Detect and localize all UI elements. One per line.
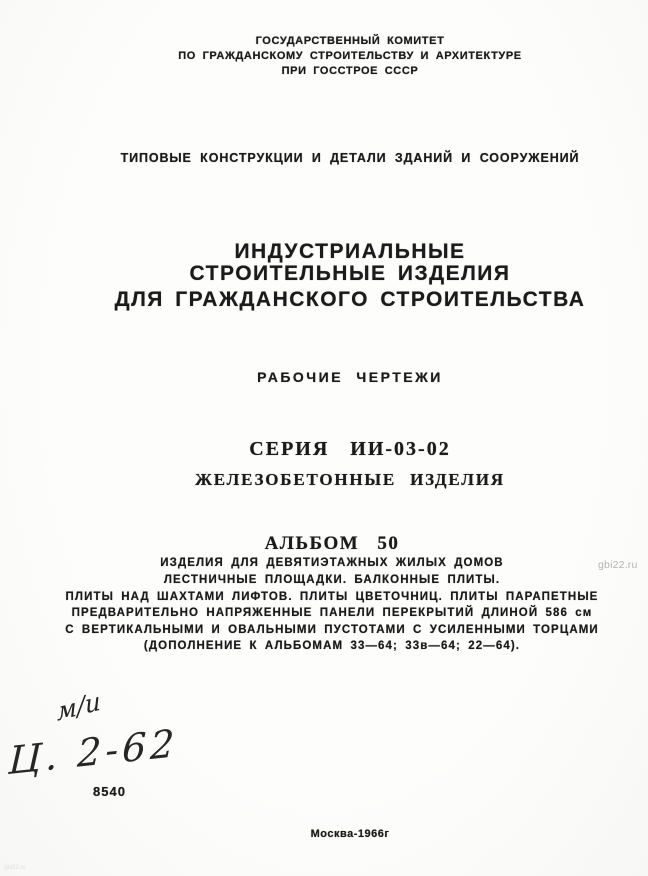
album-description-line: С ВЕРТИКАЛЬНЫМИ И ОВАЛЬНЫМИ ПУСТОТАМИ С УСИЛЕННЫМИ ТОРЦАМИ: [65, 624, 599, 636]
material-heading: ЖЕЛЕЗОБЕТОННЫЕ ИЗДЕЛИЯ: [195, 470, 505, 489]
handwritten-price-mark: Ц. 2-62: [7, 720, 179, 784]
print-order-number: 8540: [93, 784, 126, 799]
album-description-line: ПРЕДВАРИТЕЛЬНО НАПРЯЖЕННЫЕ ПАНЕЛИ ПЕРЕКРЫТИЙ ДЛИНОЙ 586 см: [71, 607, 593, 619]
title-line: ДЛЯ ГРАЖДАНСКОГО СТРОИТЕЛЬСТВА: [114, 288, 586, 311]
title-line: ИНДУСТРИАЛЬНЫЕ: [234, 240, 466, 263]
album-description-line: ИЗДЕЛИЯ ДЛЯ ДЕВЯТИЭТАЖНЫХ ЖИЛЫХ ДОМОВ: [160, 557, 504, 569]
imprint-moscow-1966: Москва-1966г: [310, 828, 390, 840]
corner-watermark: gbi22.ru: [4, 865, 26, 871]
category-caption: ТИПОВЫЕ КОНСТРУКЦИИ И ДЕТАЛИ ЗДАНИЙ И СООРУЖЕНИЙ: [120, 151, 580, 165]
site-watermark: gbi22.ru: [598, 559, 638, 571]
authority-line: ГОСУДАРСТВЕННЫЙ КОМИТЕТ: [255, 35, 445, 47]
series-heading: СЕРИЯ ИИ-03-02: [249, 438, 451, 460]
album-description-line: ЛЕСТНИЧНЫЕ ПЛОЩАДКИ. БАЛКОННЫЕ ПЛИТЫ.: [163, 574, 501, 586]
handwritten-note: м/и: [55, 686, 102, 727]
authority-line: ПРИ ГОССТРОЕ СССР: [281, 65, 419, 77]
authority-line: ПО ГРАЖДАНСКОМУ СТРОИТЕЛЬСТВУ И АРХИТЕКТУРЕ: [178, 50, 522, 62]
doc-type-caption: РАБОЧИЕ ЧЕРТЕЖИ: [257, 369, 443, 385]
album-description-line: ПЛИТЫ НАД ШАХТАМИ ЛИФТОВ. ПЛИТЫ ЦВЕТОЧНИЦ. ПЛИТЫ ПАРАПЕТНЫЕ: [65, 591, 599, 603]
album-heading: АЛЬБОМ 50: [264, 533, 400, 554]
title-line: СТРОИТЕЛЬНЫЕ ИЗДЕЛИЯ: [189, 262, 511, 285]
album-description-line: (ДОПОЛНЕНИЕ К АЛЬБОМАМ 33—64; 33в—64; 22—64).: [143, 640, 521, 652]
